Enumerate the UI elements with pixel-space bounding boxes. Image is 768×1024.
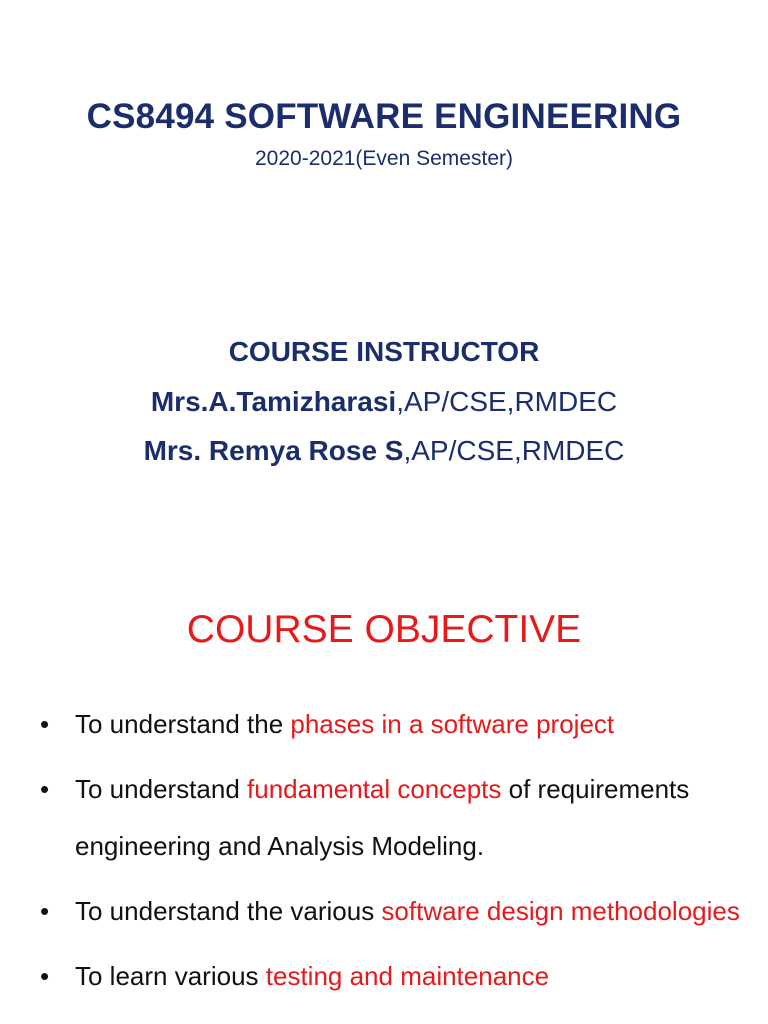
instructor-1-name: Mrs.A.Tamizharasi [150,386,397,417]
objective-text: To understand the various [75,896,382,926]
objective-text-after: of requirements engineering and Analysis Modeling. [75,774,690,861]
objective-item [40,761,740,875]
objective-highlight: fundamental concepts [247,774,502,804]
instructor-2-affiliation: ,AP/CSE,RMDEC [403,435,625,466]
course-semester: 2020-2021(Even Semester) [255,147,513,170]
course-title: CS8494 SOFTWARE ENGINEERING [86,97,682,136]
bullet-icon: • [40,709,50,739]
objective-highlight: phases in a software project [290,709,615,739]
objective-highlight: software design methodologies [381,896,740,926]
objective-highlight: testing and maintenance [265,961,550,991]
objective-text: To learn various [75,961,266,991]
instructor-heading: COURSE INSTRUCTOR [228,336,540,367]
bullet-icon: • [40,896,50,926]
bullet-icon: • [40,774,50,804]
bullet-icon: • [40,961,50,991]
instructor-1 [0,386,768,418]
objective-heading: COURSE OBJECTIVE [186,608,582,651]
objective-text: To understand the [75,709,291,739]
objective-item [40,948,740,1005]
instructor-2-name: Mrs. Remya Rose S [143,435,404,466]
instructor-1-affiliation: ,AP/CSE,RMDEC [396,386,618,417]
objective-item [40,696,740,753]
objective-list [40,696,740,1013]
objective-text: To understand [75,774,248,804]
instructor-2 [0,435,768,467]
objective-item [40,883,740,940]
